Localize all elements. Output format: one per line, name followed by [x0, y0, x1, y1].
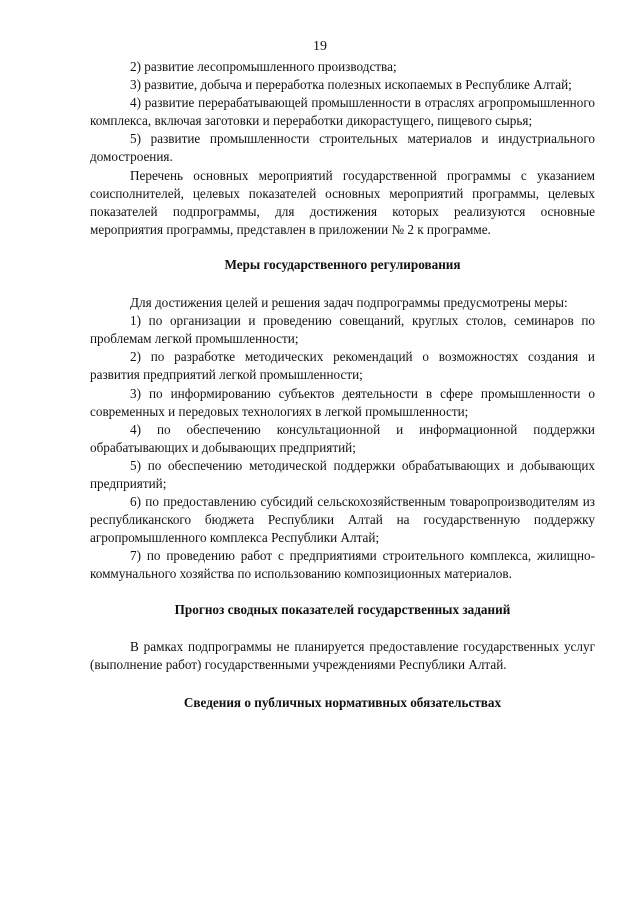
paragraph: 4) по обеспечению консультационной и информационной поддержки обрабатывающих и добывающих предприятий;	[90, 421, 595, 455]
paragraph: 4) развитие перерабатывающей промышленности в отраслях агропромышленного комплекса, включая заготовки и переработки дикорастущего, пищевого сырья;	[90, 95, 595, 129]
paragraph: 7) по проведению работ с предприятиями строительного комплекса, жилищно-коммунального хозяйства по использованию композиционных материалов.	[90, 548, 595, 582]
document-body	[90, 58, 595, 712]
section-heading: Прогноз сводных показателей государственных заданий	[174, 601, 511, 617]
paragraph: 3) по информированию субъектов деятельности в сфере промышленности о современных и передовых технологиях в легкой промышленности;	[90, 385, 595, 419]
page-number: 19	[313, 39, 327, 54]
section-heading: Сведения о публичных нормативных обязательствах	[183, 694, 502, 710]
paragraph: Перечень основных мероприятий государственной программы с указанием соисполнителей, целевых показателей основных мероприятий программы, целевых показателей подпрограммы, для достижения которых реализуются основные мероприятия программы, представлен в приложении № 2 к программе.	[90, 167, 595, 237]
paragraph: 6) по предоставлению субсидий сельскохозяйственным товаропроизводителям из республиканского бюджета Республики Алтай на государственную поддержку агропромышленного комплекса Республики Алтай;	[90, 494, 595, 546]
paragraph: 5) развитие промышленности строительных материалов и индустриального домостроения.	[90, 131, 595, 165]
paragraph: Для достижения целей и решения задач подпрограммы предусмотрены меры:	[130, 295, 568, 311]
paragraph: 3) развитие, добыча и переработка полезных ископаемых в Республике Алтай;	[130, 77, 572, 93]
section-heading: Меры государственного регулирования	[224, 256, 461, 272]
paragraph: 2) развитие лесопромышленного производства;	[130, 59, 397, 74]
paragraph: В рамках подпрограммы не планируется предоставление государственных услуг (выполнение работ) государственными учреждениями Республики Алтай.	[90, 638, 595, 672]
paragraph: 1) по организации и проведению совещаний, круглых столов, семинаров по проблемам легкой промышленности;	[90, 313, 595, 347]
paragraph: 5) по обеспечению методической поддержки обрабатывающих и добывающих предприятий;	[90, 457, 595, 491]
paragraph: 2) по разработке методических рекомендаций о возможностях создания и развития предприятий легкой промышленности;	[90, 349, 595, 383]
